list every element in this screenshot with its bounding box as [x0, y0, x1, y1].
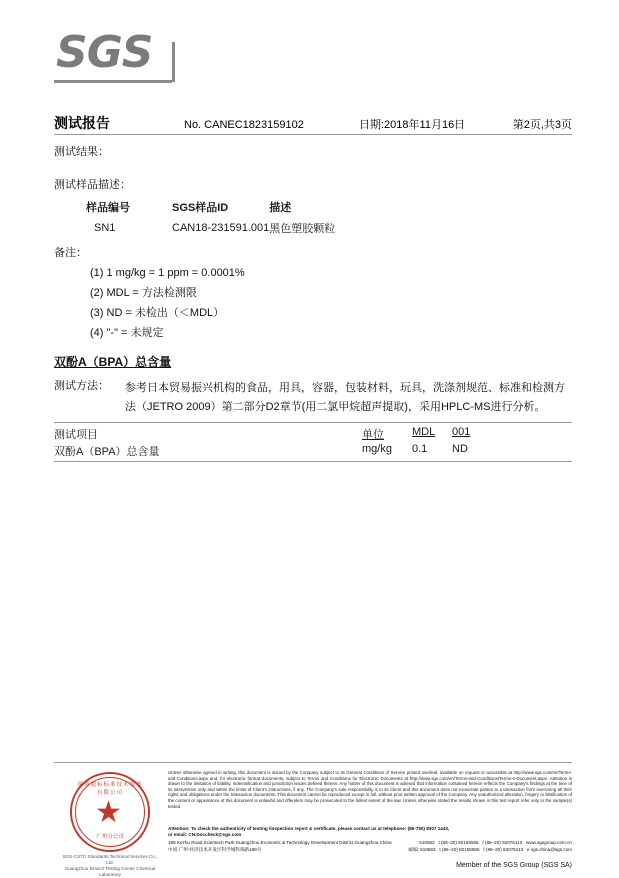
- company-seal-stamp: [62, 770, 158, 877]
- result-cell-mdl: 0.1: [412, 443, 428, 455]
- cell-sgs-id: CAN18-231591.001: [172, 222, 270, 234]
- result-column-header-unit: 单位: [362, 429, 384, 441]
- authenticity-line-2: or email: CN.Doccheck@sgs.com: [168, 832, 242, 837]
- postcode-cn: 邮编: 510663: [408, 847, 436, 852]
- address-row-cn: [168, 846, 572, 853]
- sample-description-label: 测试样品描述：: [54, 179, 131, 191]
- email-cn: e sgs.china@sgs.com: [526, 847, 572, 852]
- address-en: 198 Kezhu Road,Scientech Park Guangzhou Economic & Technology Development District,Guangzhou,China: [168, 840, 392, 845]
- page-indicator: 第2页,共3页: [512, 119, 572, 131]
- remark-item: (4) "-" = 未规定: [90, 327, 164, 339]
- sgs-logo: [54, 27, 184, 86]
- result-column-header-sample: 001: [452, 426, 471, 438]
- contact-cn: [409, 846, 573, 853]
- seal-caption: [62, 854, 158, 878]
- footer-divider: [54, 762, 572, 763]
- result-cell-value: ND: [452, 443, 468, 455]
- section-heading-bpa: 双酚A（BPA）总含量: [54, 355, 172, 369]
- report-header-row: [54, 113, 572, 133]
- legal-disclaimer: Unless otherwise agreed in writing, this document is issued by the Company subject to its General Conditions of Service printed overleaf, available on request or accessible at http://www.sgs.com/en/Terms-and-Conditions.aspx and, for electronic format documents, subject to Terms and Conditions for Electronic Documents at http://www.sgs.com/en/Terms-and-Conditions/Terms-e-Document.aspx. Attention is drawn to the limitation of liability, indemnification and jurisdiction issues defined therein. Any holder of this document is advised that information contained hereon reflects the Company's findings at the time of its intervention only and within the limits of Client's instructions, if any. The Company's sole responsibility is to its Client and this document does not exonerate parties to a transaction from exercising all their rights and obligations under the transaction documents. This document cannot be reproduced except in full, without prior written approval of the Company. Any unauthorized alteration, forgery or falsification of the content or appearance of this document is unlawful and offenders may be prosecuted to the fullest extent of the law. Unless otherwise stated the results shown in this test report refer only to the sample(s) tested.: [168, 770, 572, 809]
- sample-table: [86, 199, 389, 236]
- remark-item: (3) ND = 未检出（＜MDL）: [90, 307, 225, 319]
- postcode-en: 510663: [419, 840, 435, 845]
- column-header-description: 描述: [269, 202, 292, 214]
- logo-underline: [54, 80, 172, 83]
- result-cell-item: 双酚A（BPA）总含量: [54, 446, 160, 458]
- seal-caption-line: Guangzhou Branch Testing Center Chemical Laboratory: [64, 866, 156, 877]
- address-cn: 中国·广州·经济技术开发区科学城科珠路198号: [168, 847, 262, 852]
- result-column-header-mdl: MDL: [412, 426, 436, 438]
- test-method-label: 测试方法：: [54, 380, 109, 392]
- fax-en: f (86–20) 82075113: [482, 840, 523, 845]
- seal-caption-line: SGS-CSTC Standards Technical Services Co., Ltd.: [62, 854, 158, 865]
- table-row: [86, 220, 389, 236]
- tel-cn: t (86–20) 82155555: [439, 847, 480, 852]
- logo-vertical-bar: [172, 42, 175, 82]
- footer-address-block: [168, 839, 572, 853]
- column-header-sample-no: 样品编号: [86, 202, 130, 214]
- authenticity-line-1: Attention: To check the authenticity of testing /inspection report & certificate, please contact us at telephone: (86-755) 8307 1443,: [168, 826, 450, 831]
- web-en: www.sgsgroup.com.cn: [526, 840, 572, 845]
- header-divider: [54, 134, 572, 135]
- seal-bottom-text: 广州分公司: [96, 834, 124, 840]
- test-method-line: 参考日本贸易振兴机构的食品，用具，容器，包装材料，玩具，洗涤剂规范、标准和检测方: [125, 382, 565, 394]
- remark-item: (1) 1 mg/kg = 1 ppm = 0.0001%: [90, 267, 245, 279]
- report-date: 日期:2018年11月16日: [359, 119, 466, 131]
- results-label: 测试结果：: [54, 146, 109, 158]
- contact-en: [419, 839, 572, 846]
- result-table-bottom-rule: [54, 461, 572, 462]
- remark-label: 备注：: [54, 247, 87, 259]
- cell-description: 黑色塑胶颗粒: [269, 223, 336, 235]
- column-header-sgs-id: SGS样品ID: [172, 202, 229, 214]
- report-number: No. CANEC1823159102: [184, 119, 304, 131]
- page-title: 测试报告: [54, 115, 110, 131]
- cell-sample-no: SN1: [94, 222, 116, 234]
- seal-top-text: 深圳通标标准技术服务有限公司: [77, 782, 143, 796]
- authenticity-notice: [168, 826, 572, 838]
- result-cell-unit: mg/kg: [362, 443, 392, 455]
- tel-en: t (86–20) 82155555: [438, 840, 479, 845]
- remark-item: (2) MDL = 方法检测限: [90, 287, 197, 299]
- address-row-en: [168, 839, 572, 846]
- test-method-line: 法（JETRO 2009）第二部分D2章节(用二氯甲烷超声提取)，采用HPLC-MS进行分析。: [125, 401, 546, 413]
- result-table-top-rule: [54, 422, 572, 423]
- result-column-header-item: 测试项目: [54, 429, 98, 441]
- sgs-logo-text: SGS: [56, 27, 153, 78]
- table-header-row: [86, 199, 389, 220]
- member-of-sgs-group: Member of the SGS Group (SGS SA): [456, 862, 572, 869]
- fax-cn: f (86–20) 82075113: [483, 847, 524, 852]
